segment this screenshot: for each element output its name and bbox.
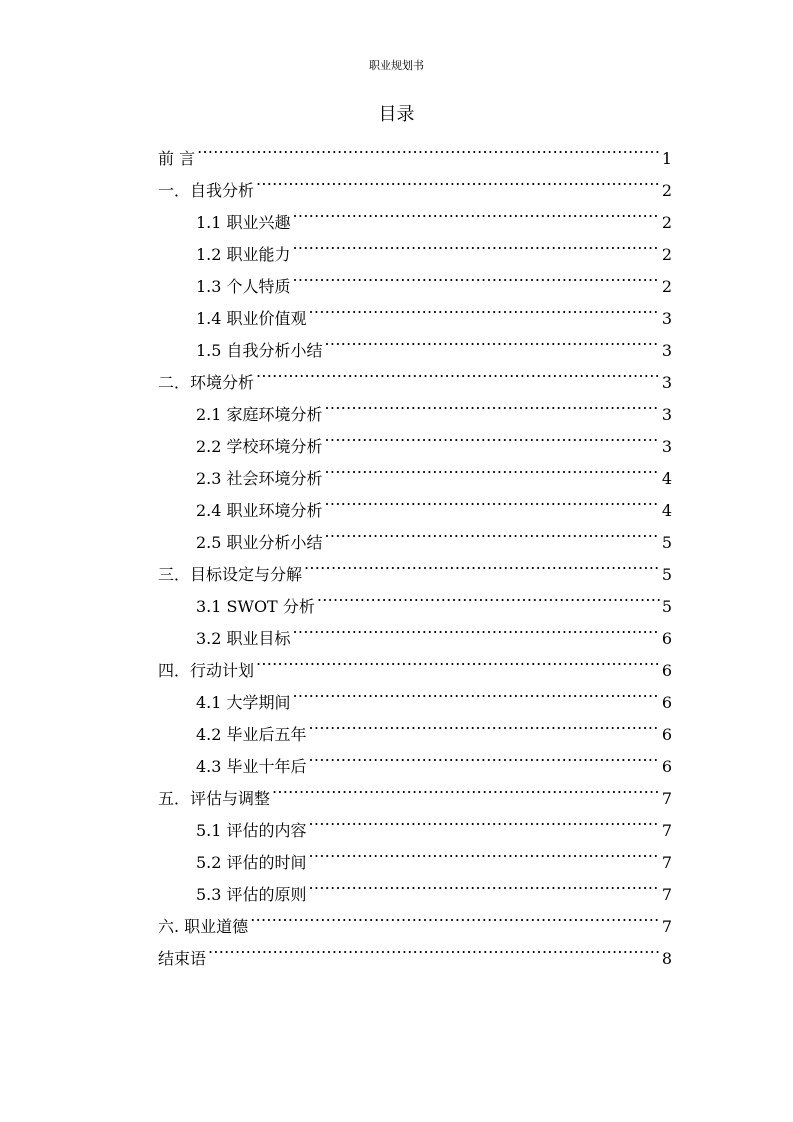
toc-entry-page-number: 2 <box>661 277 672 296</box>
toc-entry-label: 3.1 SWOT 分析 <box>196 597 315 616</box>
toc-dot-leader <box>208 932 660 964</box>
toc-entry-page-number: 6 <box>661 693 672 712</box>
toc-entry[interactable] <box>158 164 672 200</box>
toc-entry-page-number: 6 <box>661 725 672 744</box>
toc-entry-label: 1.1 职业兴趣 <box>196 213 291 232</box>
toc-entry-label: 四．行动计划 <box>158 661 255 680</box>
toc-entry[interactable] <box>158 932 672 968</box>
toc-entry-label: 1.3 个人特质 <box>196 277 291 296</box>
toc-entry-page-number: 7 <box>661 885 672 904</box>
toc-entry-label: 前 言 <box>158 149 196 168</box>
toc-dot-leader <box>256 644 660 676</box>
toc-entry-page-number: 1 <box>661 149 672 168</box>
toc-entry-page-number: 2 <box>661 213 672 232</box>
toc-entry-label: 2.5 职业分析小结 <box>196 533 323 552</box>
toc-entry-page-number: 5 <box>661 533 672 552</box>
toc-entry-label: 2.1 家庭环境分析 <box>196 405 323 424</box>
toc-entry-label: 五．评估与调整 <box>158 789 271 808</box>
toc-entry-label: 三．目标设定与分解 <box>158 565 303 584</box>
toc-dot-leader <box>309 868 660 900</box>
toc-dot-leader <box>325 452 660 484</box>
toc-dot-leader <box>325 516 660 548</box>
toc-entry-page-number: 7 <box>661 821 672 840</box>
toc-entry-page-number: 7 <box>661 917 672 936</box>
toc-dot-leader <box>293 228 660 260</box>
toc-entry-page-number: 3 <box>661 405 672 424</box>
toc-entry-label: 1.4 职业价值观 <box>196 309 307 328</box>
toc-entry-label: 二．环境分析 <box>158 373 255 392</box>
toc-entry-page-number: 6 <box>661 629 672 648</box>
toc-dot-leader <box>293 612 660 644</box>
toc-entry-page-number: 6 <box>661 661 672 680</box>
toc-title: 目录 <box>378 104 415 125</box>
toc-dot-leader <box>325 324 660 356</box>
toc-dot-leader <box>317 580 660 612</box>
toc-entry-page-number: 2 <box>661 245 672 264</box>
toc-entry-label: 1.2 职业能力 <box>196 245 291 264</box>
toc-entry-label: 六. 职业道德 <box>158 917 249 936</box>
toc-dot-leader <box>325 420 660 452</box>
toc-entry[interactable] <box>158 132 672 168</box>
toc-dot-leader <box>325 484 660 516</box>
toc-entry-page-number: 3 <box>661 373 672 392</box>
toc-entry-page-number: 7 <box>661 853 672 872</box>
toc-dot-leader <box>293 260 660 292</box>
toc-dot-leader <box>197 132 660 164</box>
header-rule <box>158 80 672 81</box>
toc-entry-page-number: 8 <box>661 949 672 968</box>
toc-entry-label: 结束语 <box>158 949 207 968</box>
toc-dot-leader <box>309 708 660 740</box>
toc-entry-page-number: 5 <box>661 597 672 616</box>
toc-dot-leader <box>250 900 660 932</box>
toc-entry-page-number: 4 <box>661 501 672 520</box>
toc-dot-leader <box>293 196 660 228</box>
toc-entry-label: 3.2 职业目标 <box>196 629 291 648</box>
toc-entry-label: 2.2 学校环境分析 <box>196 437 323 456</box>
toc-entry-page-number: 2 <box>661 181 672 200</box>
toc-dot-leader <box>325 388 660 420</box>
toc-entry-label: 2.4 职业环境分析 <box>196 501 323 520</box>
toc-dot-leader <box>293 676 660 708</box>
toc-entry-page-number: 7 <box>661 789 672 808</box>
toc-dot-leader <box>309 804 660 836</box>
toc-dot-leader <box>309 740 660 772</box>
toc-entry-page-number: 5 <box>661 565 672 584</box>
toc-entry-label: 4.1 大学期间 <box>196 693 291 712</box>
toc-entry-label: 4.2 毕业后五年 <box>196 725 307 744</box>
toc-dot-leader <box>256 164 660 196</box>
toc-dot-leader <box>256 356 660 388</box>
toc-entry-page-number: 6 <box>661 757 672 776</box>
toc-entry-page-number: 3 <box>661 309 672 328</box>
toc-entry-label: 5.3 评估的原则 <box>196 885 307 904</box>
toc-entry-label: 1.5 自我分析小结 <box>196 341 323 360</box>
toc-entry-label: 5.2 评估的时间 <box>196 853 307 872</box>
toc-dot-leader <box>309 836 660 868</box>
toc-entry-label: 4.3 毕业十年后 <box>196 757 307 776</box>
toc-dot-leader <box>272 772 660 804</box>
toc-entry-page-number: 3 <box>661 341 672 360</box>
toc-dot-leader <box>309 292 660 324</box>
toc-entry-page-number: 3 <box>661 437 672 456</box>
toc-entry-label: 一．自我分析 <box>158 181 255 200</box>
running-header-title: 职业规划书 <box>369 59 424 72</box>
toc-list <box>158 132 672 968</box>
toc-entry-label: 5.1 评估的内容 <box>196 821 307 840</box>
toc-entry-page-number: 4 <box>661 469 672 488</box>
toc-dot-leader <box>304 548 660 580</box>
toc-entry-label: 2.3 社会环境分析 <box>196 469 323 488</box>
